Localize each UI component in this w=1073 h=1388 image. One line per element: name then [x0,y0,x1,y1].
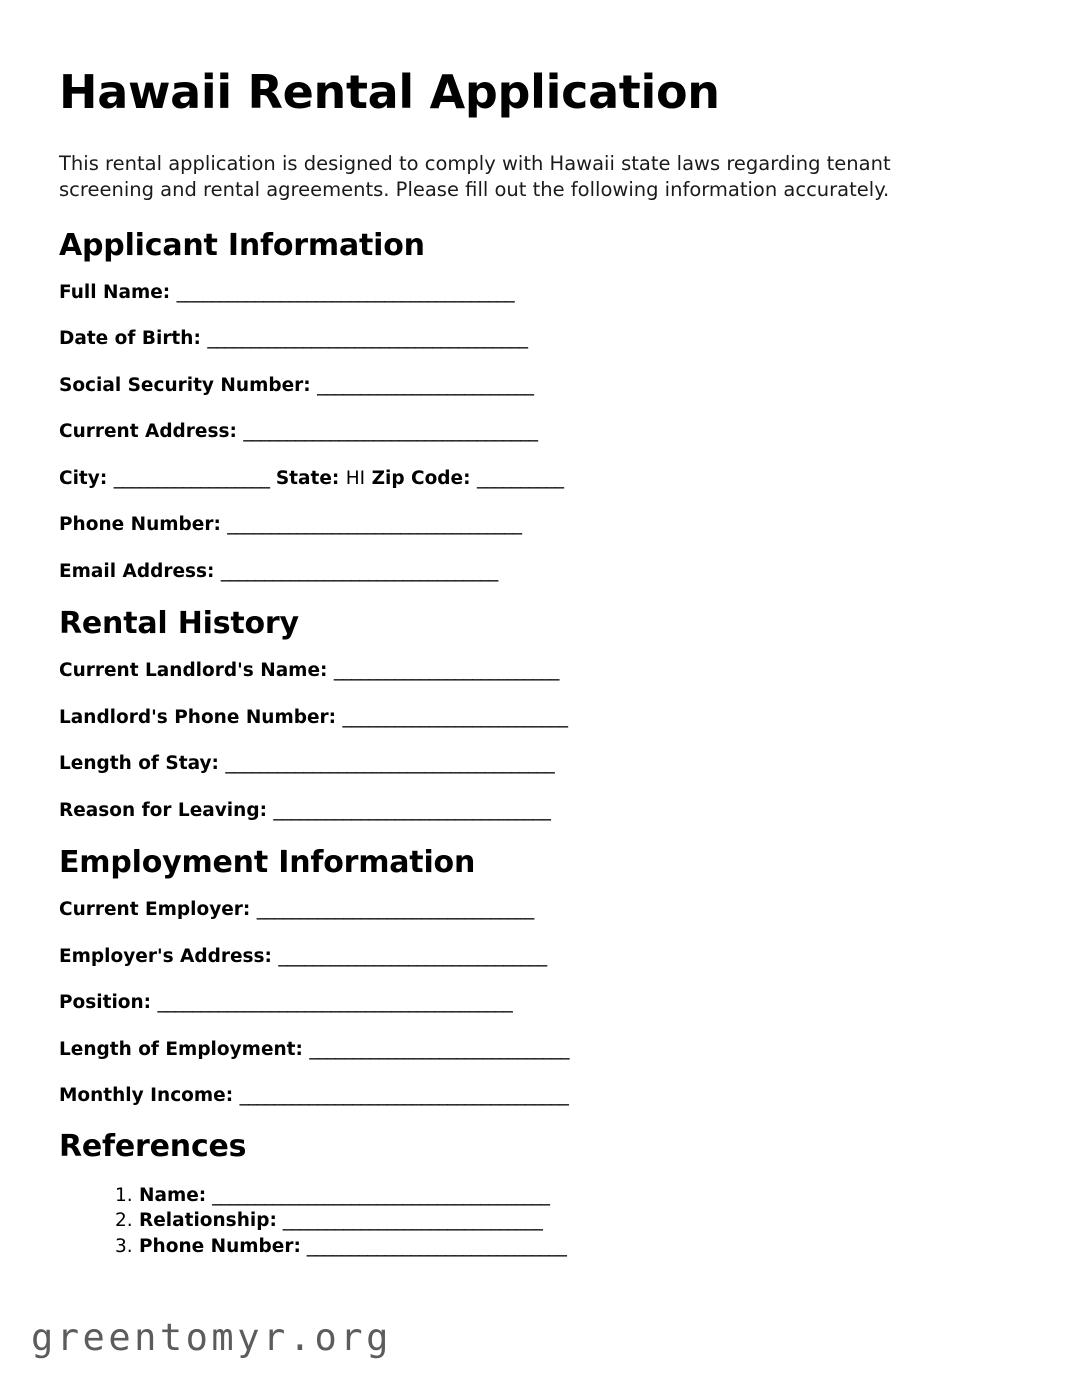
field-blank-city[interactable]: __________________ [113,467,270,489]
field-blank-position[interactable]: _________________________________________ [157,992,513,1014]
field-monthly-income [59,1087,1013,1106]
field-blank-current-employer[interactable]: ________________________________ [256,899,534,921]
field-label-landlord-phone-number: Landlord's Phone Number: [59,706,337,728]
field-current-employer [59,901,1013,920]
field-employer-address [59,945,1013,967]
list-item-number: 3. [115,1235,133,1257]
field-label-reason-for-leaving: Reason for Leaving: [59,799,267,821]
list-item [115,1183,1013,1209]
field-label-length-of-stay: Length of Stay: [59,753,219,775]
field-label-state: State: [275,467,340,489]
field-label-employer-address: Employer's Address: [59,945,272,967]
field-label-reference-phone-number: Phone Number: [139,1235,301,1257]
field-reason-for-leaving [59,799,1013,821]
page-title: Hawaii Rental Application [59,65,720,119]
field-blank-reference-relationship[interactable]: ______________________________ [282,1210,543,1232]
field-blank-employer-address[interactable]: _______________________________ [278,945,547,967]
field-blank-date-of-birth[interactable]: _____________________________________ [207,328,528,350]
field-full-name [59,281,1013,303]
field-email-address [59,560,1013,582]
field-blank-reference-phone-number[interactable]: ______________________________ [306,1235,567,1257]
list-item [115,1208,1013,1234]
field-length-of-stay [59,755,1013,774]
field-label-current-landlord-name: Current Landlord's Name: [59,660,328,682]
section-heading-references: References [59,1128,247,1164]
list-item-number: 2. [115,1210,133,1232]
field-landlord-phone-number [59,706,1013,728]
field-blank-landlord-phone-number[interactable]: __________________________ [342,706,568,728]
field-blank-monthly-income[interactable]: ______________________________________ [239,1085,569,1107]
field-label-length-of-employment: Length of Employment: [59,1038,303,1060]
employment-fields [59,901,1013,1106]
field-value-state: HI [345,467,366,489]
applicant-fields [59,281,1013,582]
field-position [59,994,1013,1013]
field-label-reference-relationship: Relationship: [139,1210,277,1232]
field-label-city: City: [59,467,108,489]
field-label-current-address: Current Address: [59,421,237,443]
field-length-of-employment [59,1038,1013,1060]
field-label-phone-number: Phone Number: [59,514,221,536]
field-blank-current-address[interactable]: __________________________________ [243,421,538,443]
field-blank-full-name[interactable]: _______________________________________ [176,281,515,303]
references-list [59,1183,1013,1260]
field-blank-reason-for-leaving[interactable]: ________________________________ [273,799,551,821]
field-blank-reference-name[interactable]: _______________________________________ [212,1184,550,1206]
site-watermark: greentomyr.org [31,1316,392,1359]
field-blank-social-security-number[interactable]: _________________________ [317,374,534,396]
field-current-landlord-name [59,662,1013,681]
field-current-address [59,423,1013,442]
list-item [115,1234,1013,1260]
field-label-current-employer: Current Employer: [59,899,251,921]
field-city-state-zip [59,467,1013,489]
section-heading-applicant-information: Applicant Information [59,227,425,263]
field-blank-length-of-employment[interactable]: ______________________________ [309,1038,569,1060]
intro-paragraph: This rental application is designed to comply with Hawaii state laws regarding tenant screening and rental agreements. Please fill out the following information accurately. [59,151,891,201]
rental-history-fields [59,662,1013,820]
field-label-monthly-income: Monthly Income: [59,1085,234,1107]
field-blank-current-landlord-name[interactable]: __________________________ [333,660,559,682]
field-label-date-of-birth: Date of Birth: [59,328,201,350]
field-label-zip-code: Zip Code: [371,467,471,489]
field-phone-number [59,516,1013,535]
field-social-security-number [59,374,1013,396]
section-heading-rental-history: Rental History [59,606,299,642]
field-label-full-name: Full Name: [59,281,171,303]
section-heading-employment-information: Employment Information [59,845,476,881]
field-label-email-address: Email Address: [59,560,215,582]
list-item-number: 1. [115,1184,133,1206]
field-date-of-birth [59,330,1013,349]
field-blank-length-of-stay[interactable]: ______________________________________ [225,753,555,775]
field-label-reference-name: Name: [139,1184,207,1206]
field-label-position: Position: [59,992,152,1014]
field-blank-email-address[interactable]: ________________________________ [220,560,498,582]
field-blank-zip-code[interactable]: __________ [476,467,564,489]
field-blank-phone-number[interactable]: __________________________________ [227,514,522,536]
field-label-social-security-number: Social Security Number: [59,374,311,396]
